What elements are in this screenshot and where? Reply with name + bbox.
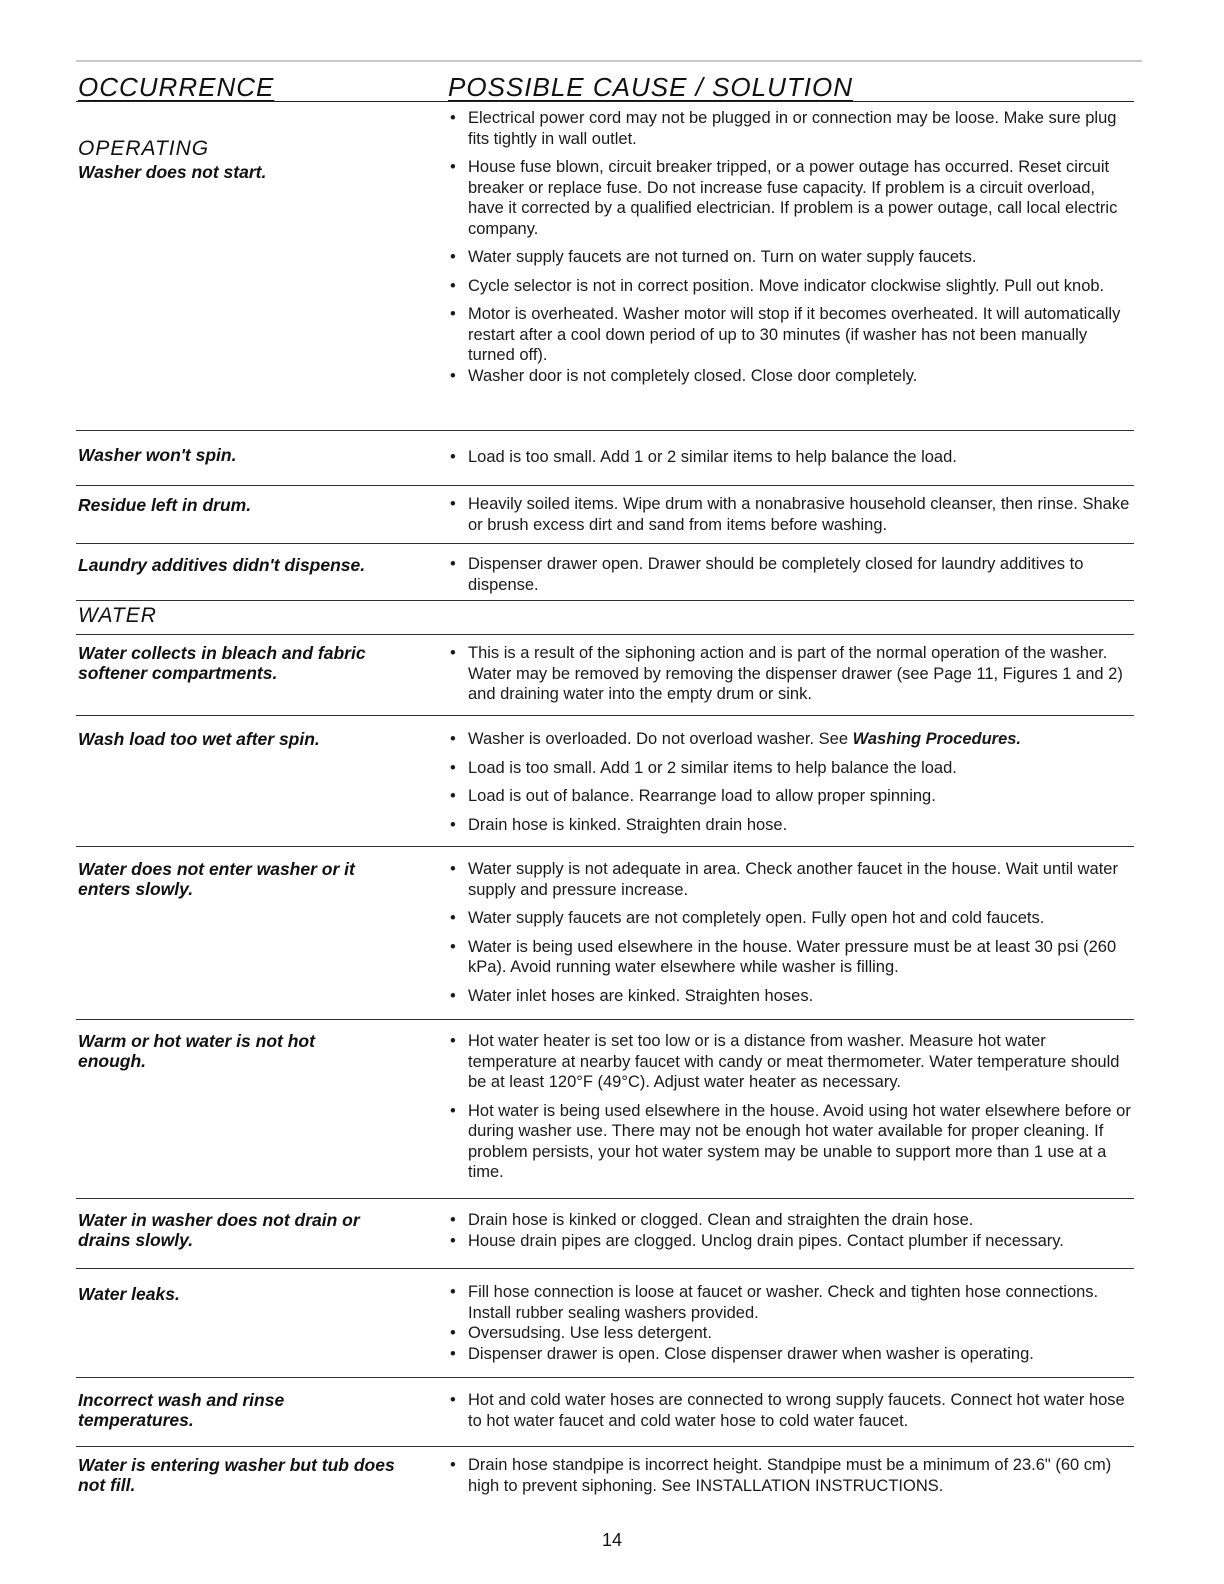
solution-list (448, 643, 1134, 713)
solution-item: • Water supply faucets are not completely open. Fully open hot and cold faucets. (448, 908, 1134, 929)
solution-list (448, 859, 1134, 1014)
row-divider (76, 1446, 1134, 1447)
solution-list (448, 1210, 1134, 1259)
cause-solution-header: POSSIBLE CAUSE / SOLUTION (448, 72, 853, 102)
solution-item: • Dispenser drawer is open. Close dispenser drawer when washer is operating. (448, 1344, 1134, 1365)
row-divider (76, 600, 1134, 601)
occurrence-cell (78, 137, 423, 182)
occurrence-text: Incorrect wash and rinse temperatures. (78, 1390, 285, 1430)
solution-item: • Water inlet hoses are kinked. Straighten hoses. (448, 986, 1134, 1007)
washing-procedures-ref: Washing Procedures. (852, 730, 1022, 748)
row-divider (76, 1268, 1134, 1269)
occurrence-text: Washer does not start. (78, 162, 267, 182)
solution-list (448, 1031, 1134, 1191)
category-water: WATER (78, 604, 157, 627)
solution-item: • Water is being used elsewhere in the house. Water pressure must be at least 30 psi (260 kPa). Avoid running water elsewhere while washer is filling. (448, 937, 1134, 978)
row-divider (76, 430, 1134, 431)
solution-list (448, 1282, 1134, 1372)
occurrence-text: Water in washer does not drain or drains slowly. (78, 1210, 360, 1250)
solution-text: Washer is overloaded. Do not overload washer. See (468, 730, 849, 748)
solution-item: • This is a result of the siphoning action and is part of the normal operation of the washer. Water may be removed by removing the dispenser drawer (see Page 11, Figures 1 and 2) and draining water into the empty drum or sink. (448, 643, 1134, 705)
page-number: 14 (601, 1530, 623, 1550)
solution-item (448, 729, 1134, 750)
solution-list (448, 1455, 1134, 1504)
solution-item: • Motor is overheated. Washer motor will stop if it becomes overheated. It will automatically restart after a cool down period of up to 30 minutes (if washer has not been manually turned off). (448, 304, 1134, 366)
category-operating: OPERATING (78, 137, 210, 160)
occurrence-text: Water does not enter washer or it enters slowly. (78, 859, 355, 899)
header-rule (76, 101, 1134, 102)
solution-item: • Drain hose is kinked. Straighten drain hose. (448, 815, 1134, 836)
solution-list (448, 108, 1134, 394)
solution-item: • Drain hose is kinked or clogged. Clean and straighten the drain hose. (448, 1210, 1134, 1231)
solution-item: • Water supply is not adequate in area. Check another faucet in the house. Wait until water supply and pressure increase. (448, 859, 1134, 900)
solution-item: • Electrical power cord may not be plugged in or connection may be loose. Make sure plug fits tightly in wall outlet. (448, 108, 1134, 149)
row-divider (76, 1198, 1134, 1199)
solution-item: • Hot water heater is set too low or is a distance from washer. Measure hot water temperature at nearby faucet with candy or meat thermometer. Water temperature should be at least 120°F (49°C). Adjust water heater as necessary. (448, 1031, 1134, 1093)
solution-list (448, 494, 1134, 543)
occurrence-header: OCCURRENCE (78, 72, 275, 102)
row-divider (76, 846, 1134, 847)
solution-item: • Oversudsing. Use less detergent. (448, 1323, 1134, 1344)
row-divider (76, 634, 1134, 635)
occurrence-text: Washer won't spin. (78, 445, 237, 465)
occurrence-text: Water collects in bleach and fabric softener compartments. (78, 643, 366, 683)
row-divider (76, 485, 1134, 486)
solution-item: • Water supply faucets are not turned on. Turn on water supply faucets. (448, 247, 1134, 268)
solution-item: • Drain hose standpipe is incorrect height. Standpipe must be a minimum of 23.6" (60 cm) high to prevent siphoning. See INSTALLATION INSTRUCTIONS. (448, 1455, 1134, 1496)
solution-item: • House fuse blown, circuit breaker tripped, or a power outage has occurred. Reset circuit breaker or replace fuse. Do not increase fuse capacity. If problem is a circuit overload, have it corrected by a qualified electrician. If problem is a power outage, call local electric company. (448, 157, 1134, 239)
solution-list (448, 447, 1134, 476)
solution-item: • Hot and cold water hoses are connected to wrong supply faucets. Connect hot water hose to hot water faucet and cold water hose to cold water faucet. (448, 1390, 1134, 1431)
solution-item: • Load is out of balance. Rearrange load to allow proper spinning. (448, 786, 1134, 807)
occurrence-text: Laundry additives didn't dispense. (78, 555, 366, 575)
solution-item: • Load is too small. Add 1 or 2 similar items to help balance the load. (448, 758, 1134, 779)
solution-item: • House drain pipes are clogged. Unclog drain pipes. Contact plumber if necessary. (448, 1231, 1134, 1252)
occurrence-text: Water leaks. (78, 1284, 180, 1304)
solution-item: • Heavily soiled items. Wipe drum with a nonabrasive household cleanser, then rinse. Shake or brush excess dirt and sand from items before washing. (448, 494, 1134, 535)
top-rule (76, 60, 1142, 62)
row-divider (76, 715, 1134, 716)
solution-item: • Hot water is being used elsewhere in the house. Avoid using hot water elsewhere before or during washer use. There may not be enough hot water available for proper cleaning. If problem persists, your hot water system may be unable to support more than 1 use at a time. (448, 1101, 1134, 1183)
solution-list (448, 729, 1134, 843)
occurrence-text: Water is entering washer but tub does not fill. (78, 1455, 395, 1495)
row-divider (76, 1019, 1134, 1020)
solution-item: • Cycle selector is not in correct position. Move indicator clockwise slightly. Pull out knob. (448, 276, 1134, 297)
occurrence-text: Residue left in drum. (78, 495, 252, 515)
occurrence-text: Warm or hot water is not hot enough. (78, 1031, 315, 1071)
row-divider (76, 1377, 1134, 1378)
occurrence-text: Wash load too wet after spin. (78, 729, 320, 749)
solution-item: • Fill hose connection is loose at faucet or washer. Check and tighten hose connections. Install rubber sealing washers provided. (448, 1282, 1134, 1323)
solution-item: • Dispenser drawer open. Drawer should be completely closed for laundry additives to dispense. (448, 554, 1134, 595)
solution-list (448, 554, 1134, 603)
solution-list (448, 1390, 1134, 1439)
solution-item: • Load is too small. Add 1 or 2 similar items to help balance the load. (448, 447, 1134, 468)
solution-item: • Washer door is not completely closed. Close door completely. (448, 366, 1134, 387)
row-divider (76, 543, 1134, 544)
